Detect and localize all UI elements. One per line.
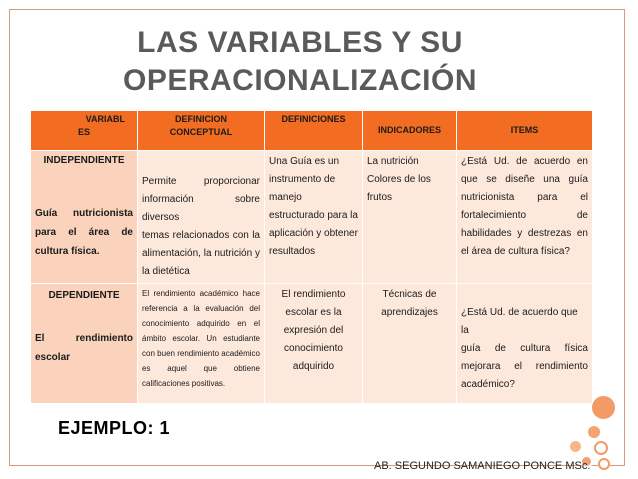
example-label: EJEMPLO: 1 xyxy=(58,418,171,438)
text-line: conocimiento xyxy=(284,343,343,354)
header-indicadores: INDICADORES xyxy=(363,111,457,151)
text-line: estructurado para la xyxy=(269,210,358,221)
table-header-row xyxy=(31,111,593,151)
variable-name-line: escolar xyxy=(35,352,71,363)
text-line: resultados xyxy=(269,246,316,257)
text-line: ¿Está Ud. de acuerdo en xyxy=(461,156,588,167)
text-line: conocimiento adquirido en el xyxy=(142,319,260,328)
author-footer: AB. SEGUNDO SAMANIEGO PONCE MSc. xyxy=(374,460,591,472)
text-line: Una Guía es un xyxy=(269,156,340,167)
variable-cell xyxy=(31,284,138,404)
text-line: ¿Está Ud. de acuerdo que la xyxy=(461,307,578,336)
text-line: manejo xyxy=(269,192,302,203)
header-variables xyxy=(31,111,138,151)
indicator-cell xyxy=(363,284,457,404)
text-line: aprendizajes xyxy=(381,307,438,318)
text-line: instrumento de xyxy=(269,174,336,185)
text-line: aplicación y obtener xyxy=(269,228,358,239)
text-line: que se diseñe una guía xyxy=(461,174,588,185)
text-line: Técnicas de xyxy=(382,289,437,300)
text-line: fortalecimiento de xyxy=(461,210,588,221)
variable-type-label: DEPENDIENTE xyxy=(48,290,120,301)
variable-name-line: Guía nutricionista xyxy=(35,208,133,219)
slide-title xyxy=(100,24,500,100)
text-line: es aquel que obtiene xyxy=(142,364,260,373)
text-line: con buen rendimiento académico xyxy=(142,349,260,358)
text-line: referencia a la evaluación del xyxy=(142,304,260,313)
decorative-circle xyxy=(568,439,583,454)
header-items: ITEMS xyxy=(457,111,593,151)
text-line: El rendimiento xyxy=(281,289,346,300)
text-line: frutos xyxy=(367,192,393,203)
text-line: información sobre diversos xyxy=(142,194,260,223)
decorative-circle xyxy=(598,458,610,470)
table-row xyxy=(31,151,593,284)
text-line: mejorara el rendimiento xyxy=(461,361,588,372)
text-line: académico? xyxy=(461,379,515,390)
decorative-circle xyxy=(589,393,618,422)
operational-definition-cell xyxy=(265,151,363,284)
concept-definition-cell xyxy=(138,284,265,404)
operational-definition-cell xyxy=(265,284,363,404)
variable-type-label: INDEPENDIENTE xyxy=(43,155,125,166)
title-line-2: OPERACIONALIZACIÓN xyxy=(123,64,477,97)
text-line: escolar es la xyxy=(285,307,342,318)
decorative-circle xyxy=(594,441,608,455)
text-line: expresión del xyxy=(283,325,344,336)
text-line: nutricionista para el xyxy=(461,192,588,203)
items-cell xyxy=(457,284,593,404)
text-line: habilidades y destrezas en xyxy=(461,228,588,239)
operationalization-table xyxy=(30,110,593,404)
text-line: la dietética xyxy=(142,266,190,277)
text-line: La nutrición xyxy=(367,156,419,167)
text-line: adquirido xyxy=(292,361,335,372)
text-line: alimentación, la nutrición y xyxy=(142,248,260,259)
variable-name-line: cultura física. xyxy=(35,246,100,257)
header-definicion-line2: CONCEPTUAL xyxy=(169,127,233,137)
header-definicion-line1: DEFINICION xyxy=(174,114,227,124)
header-definiciones: DEFINICIONES xyxy=(265,111,363,151)
text-line: El rendimiento académico hace xyxy=(142,289,260,298)
text-line: ámbito escolar. Un estudiante xyxy=(142,334,260,343)
text-line: temas relacionados con la xyxy=(142,230,260,241)
variable-name-line: para el área de xyxy=(35,227,133,238)
concept-definition-cell xyxy=(138,151,265,284)
text-line: guía de cultura física xyxy=(461,343,588,354)
decorative-circle xyxy=(586,424,602,440)
table-row xyxy=(31,284,593,404)
indicator-cell xyxy=(363,151,457,284)
items-cell xyxy=(457,151,593,284)
header-variables-part1: VARIABL xyxy=(85,114,125,124)
text-line: Colores de los xyxy=(367,174,431,185)
text-line: el área de cultura física? xyxy=(461,246,570,257)
header-definicion-conceptual xyxy=(138,111,265,151)
variable-name-line: El rendimiento xyxy=(35,333,133,344)
header-variables-part2: ES xyxy=(77,127,90,137)
text-line: calificaciones positivas. xyxy=(142,379,226,388)
text-line: Permite proporcionar xyxy=(142,176,260,187)
title-line-1: LAS VARIABLES Y SU xyxy=(137,26,463,59)
variable-cell xyxy=(31,151,138,284)
